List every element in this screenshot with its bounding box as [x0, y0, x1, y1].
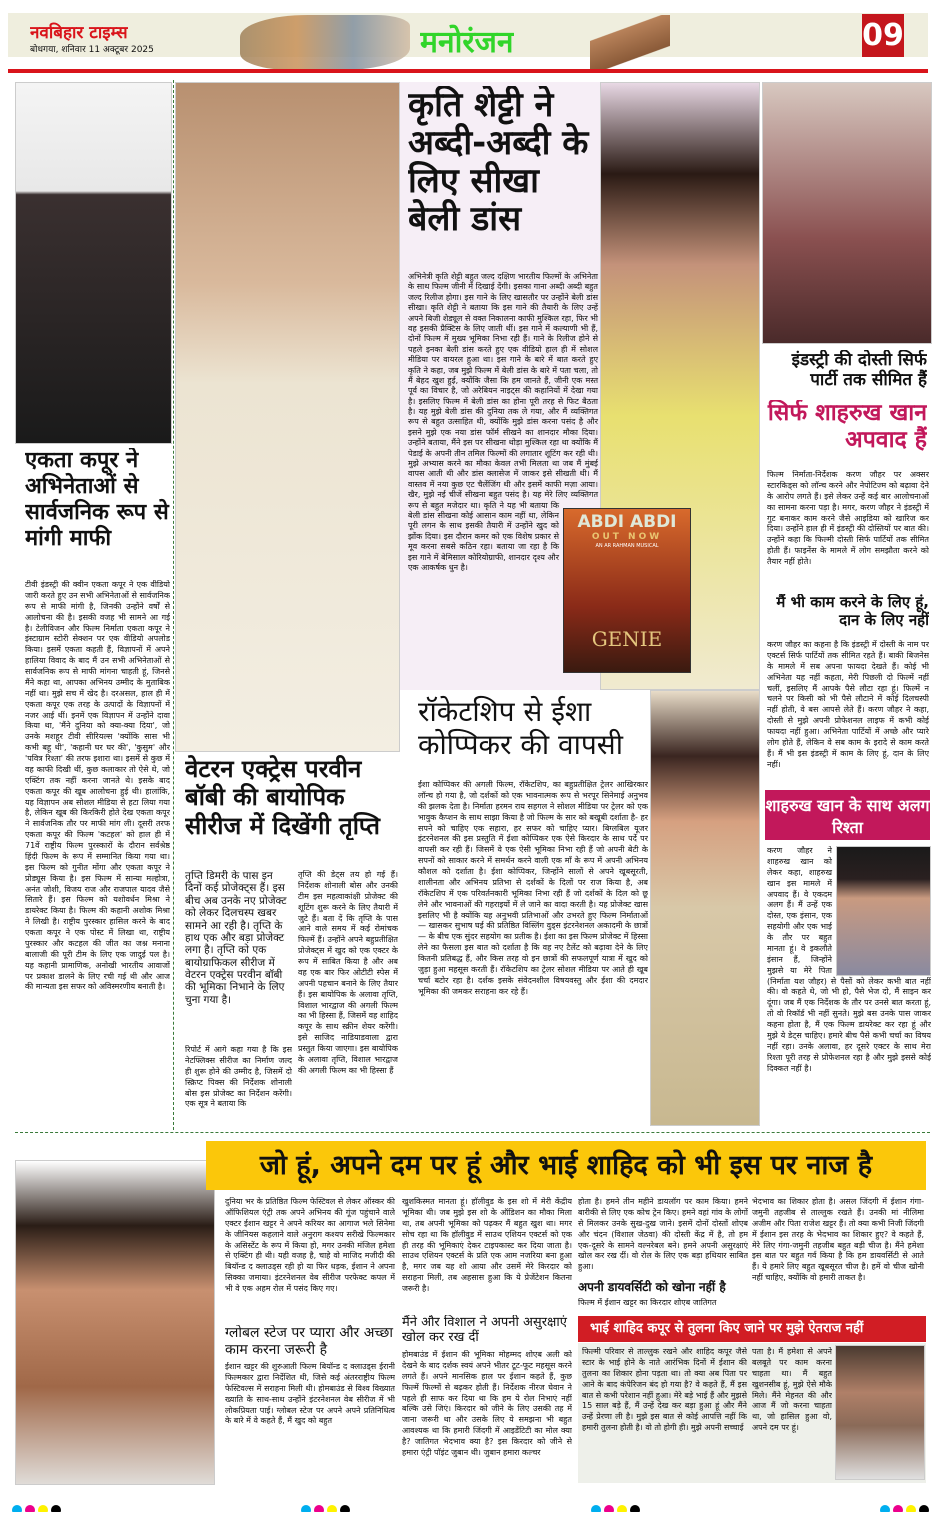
isha-headline: रॉकेटशिप से ईशा कोप्पिकर की वापसी — [418, 695, 623, 762]
masthead-logo: नवबिहार टाइम्स — [30, 23, 128, 43]
tripti-dimri-photo — [175, 82, 400, 752]
karan-headline-highlight: सिर्फ शाहरुख खान अपवाद हैं — [767, 400, 927, 454]
isha-body: ईशा कोप्पिकर की अगली फिल्म, रॉकेटशिप, का बहुप्रतीक्षित ट्रेलर आखिरकार लॉन्च हो गया है, जो दर्शकों को एक भावनात्मक रूप से भरपूर सिनेमाई अनुभव की झलक देता है। निर्माता हरमन राय सहगल ने सोशल मीडिया पर ट्रेलर को एक भावुक कैप्शन के साथ साझा किया है जो फिल्म के सार को बखूबी दर्शाता है- हर सपने को चाहिए एक सहारा, हर सफर को चाहिए प्यार। बिग्लबिल यूजर इंटरनेशनल की इस प्रस्तुति में ईशा कोप्पिकर एक ऐसे किरदार के साथ पर्दे पर वापसी कर रही हैं। जिसमें वे एक ऐसी भूमिका निभा रही हैं जो अपनी बेटी के सपनों को साकार करने में समर्थन करने वाली एक माँ के रूप में अपनी अभिनय कौशल को दर्शाता है। ईशा कोप्पिकर, जिन्होंने सालों से अपने खूबसूरती, शालीनता और अभिनय प्रतिभा से दर्शकों के दिलों पर राज किया है, अब रॉकेटशिप में एक परिवर्तनकारी भूमिका निभा रही हैं जो दर्शकों के दिल को छू लेने और भावनाओं की गहराइयों में ले जाने का वादा करती है। यह प्रोजेक्ट खास इसलिए भी है क्योंकि यह अनुभवी प्रतिभाओं और उभरते हुए फिल्म निर्माताओं — खासकर सुभाष घई की प्रतिष्ठित विस्लिंग वुड्स इंटरनेशनल अकादमी के छात्रों — के बीच एक सुंदर सहयोग का प्रतीक है। ईशा का इस फिल्म प्रोजेक्ट में हिस्सा लेने का फैसला इस बात को दर्शाता है कि वह नए टैलेंट को बढ़ावा देने के लिए कितनी प्रतिबद्ध हैं, और किस तरह वो इन छात्रों की सफलपूर्ण यात्रा में खुद को जुड़ा हुआ महसूस करती हैं। रॉकेटशिप का ट्रेलर सोशल मीडिया पर आते ही खूब चर्चा बटोर रहा है। दर्शक इसके संवेदनशील विषयवस्तु और ईशा की दमदार भूमिका की जमकर सराहना कर रहे हैं। — [418, 780, 648, 996]
section-collage-image — [240, 15, 410, 70]
ishaan-headline: जो हूं, अपने दम पर हूं और भाई शाहिद को भी इस पर नाज है — [259, 1150, 873, 1181]
shahid-comparison-title: भाई शाहिद कपूर से तुलना किए जाने पर मुझे ऐतराज नहीं — [590, 1321, 864, 1336]
kriti-headline: कृति शेट्टी ने अब्दी-अब्दी के लिए सीखा बेली डांस — [408, 86, 589, 239]
shahid-comparison-bar — [578, 1316, 926, 1342]
ishaan-col-5: फिल्मी परिवार से ताल्लुक रखने और शाहिद कपूर जैसे स्टार के भाई होने के नाते आरंभिक दिनों में ईशान की तुलना का शिकार होना पड़ता था। तो क्या अब पिता पर आने के बाद कंपेरिजन बंद हो गया है? वे कहते हैं, मैं इस बात से कभी परेशान नहीं हुआ। मेरे बड़े भाई हैं और मुझसे 15 साल बड़े हैं, मैं उन्हें देख कर बड़ा हुआ हूं और मैंने उन्हें प्रेरणा ली है। मुझे इस बात से कोई आपत्ति नहीं कि हमारी तुलना होती है। वो तो होगी ही। मुझे अपनी सच्चाई — [582, 1347, 747, 1433]
column-divider — [173, 80, 174, 1130]
isha-koppikar-photo — [650, 690, 760, 1126]
shahid-kapoor-photo — [835, 1345, 925, 1480]
ishaan-subhead-3: अपनी डायवर्सिटी को खोना नहीं है — [578, 1280, 726, 1294]
ishaan-banner — [206, 1141, 926, 1190]
ekta-body: टीवी इंडस्ट्री की क्वीन एकता कपूर ने एक वीडियो जारी करते हुए उन सभी अभिनेताओं से सार्वजनिक रूप से माफी मांगी है, जिनकी उन्होंने वर्षों से आलोचना की है। इसकी वजह भी सामने आ गई है। टेलीविजन और फिल्म निर्माता एकता कपूर ने इंस्टाग्राम स्टोरी सेक्शन पर एक वीडियो अपलोड किया। इसमें एकता कहती हैं, विज्ञापनों में अपने हालिया विवाद के बाद मैं उन सभी अभिनेताओं से सार्वजनिक रूप से माफी मांगना चाहती हूं, जिनसे मैंने कहा था, आपका अभिनय उम्मीद के मुताबिक नहीं था। मुझे सच में खेद है। दरअसल, हाल ही में एकता कपूर एक तरह के उत्पादों के विज्ञापनों में नजर आई थीं। इनमें एक विज्ञापन में उन्होंने दावा किया था, 'मैंने दुनिया को क्या-क्या दिया', जो उनके मशहूर टीवी सीरियल्स 'क्योंकि सास भी कभी बहू थी', 'कहानी घर घर की', 'कुसुम' और 'पवित्र रिश्ता' की तरफ इशारा था। इसमें से कुछ में वह काफी दिखी थीं, कुछ कलाकार तो ऐसे थे, जो एक्टिंग तक नहीं करना जानते थे। इसके बाद एकता कपूर की खूब आलोचना हुई थी। हालांकि, यह विज्ञापन अब सोशल मीडिया से हटा लिया गया है, लेकिन खूब की किरकिरी होते देख एकता कपूर ने सार्वजनिक तौर पर माफी मांग ली। दूसरी तरफ एकता कपूर की फिल्म 'कटहल' को हाल ही में 71वें राष्ट्रीय फिल्म पुरस्कारों के दौरान सर्वश्रेष्ठ हिंदी फिल्म के रूप में सम्मानित किया गया था। इस फिल्म को गुनीत मोंगा और एकता कपूर ने प्रोड्यूस किया है। इस फिल्म में सान्या मल्होत्रा, अनंत जोशी, विजय राज और राजपाल यादव जैसे सितारे हैं। इस फिल्म को यशोवर्धन मिश्रा ने डायरेक्ट किया है। फिल्म की कहानी अशोक मिश्रा ने लिखी है। राष्ट्रीय पुरस्कार हासिल करने के बाद एकता कपूर ने एक पोस्ट में लिखा था, राष्ट्रीय पुरस्कार और कटहल की जीत का जश्न मनाना बालाजी की पूरी टीम के लिए एक जादुई पल है। यह कहानी प्रामाणिक, अनोखी भारतीय आवाजों पर प्रकाश डालने के लिए रची गई थी और आज की मान्यता इस सफर को अविस्मरणीय बनाती है। — [25, 580, 170, 992]
poster-subtitle: OUT NOW — [591, 532, 663, 543]
tripti-lead: तृप्ति डिमरी के पास इन दिनों कई प्रोजेक्ट्स हैं। इस बीच अब उनके नए प्रोजेक्ट को लेकर दिलचस्प खबर सामने आ रही है। तृप्ति के हाथ एक और बड़ा प्रोजेक्ट लगा है। तृप्ति को एक बायोग्राफिकल सीरीज में वेटरन एक्ट्रेस परवीन बॉबी की भूमिका निभाने के लिए चुना गया है। — [185, 870, 287, 1006]
kriti-body-wrap — [408, 272, 677, 687]
karan-headline: इंडस्ट्री की दोस्ती सिर्फ पार्टी तक सीमित हैं — [791, 350, 927, 391]
karan-body-1: फिल्म निर्माता-निर्देशक करण जौहर पर अक्सर स्टारकिड्स को लॉन्च करने और नेपोटिज्म को बढ़ावा देने के आरोप लगते हैं। इसे लेकर उन्हें कई बार आलोचनाओं का सामना करना पड़ा है। मगर, करण जौहर ने इंडस्ट्री में गुट बनाकर काम करने जैसे आइडिया को खारिज कर दिया। उन्होंने हाल ही में इंडस्ट्री की दोस्तियों पर बात की। उन्होंने कहा कि फिल्मी दोस्ती सिर्फ पार्टियों तक सीमित होती हैं। फाइनेंस के मामले में लोग समझौता करने को तैयार नहीं होते। — [767, 470, 929, 566]
tripti-body-2: तृप्ति की डेट्स तय हो गई हैं। निर्देशक शोनाली बोस और उनकी टीम इस महत्वाकांक्षी प्रोजेक्ट की शूटिंग शुरू करने के लिए तैयारी में जुटे हैं। बता दें कि तृप्ति के पास आने वाले समय में कई रोमांचक फिल्में हैं। उन्होंने अपने बहुप्रतीक्षित प्रोजेक्ट्स में खुद को एक एक्टर के रूप में साबित किया है और अब वह एक बार फिर ओटीटी स्पेस में अपनी पहचान बनाने के लिए तैयार हैं। इस बायोपिक के अलावा तृप्ति, विशाल भारद्वाज की अगली फिल्म का भी हिस्सा हैं, जिसमें वह शाहिद कपूर के साथ स्क्रीन शेयर करेंगी। इसे साजिद नाडियाडवाला द्वारा प्रस्तुत किया जाएगा। इस बायोपिक के अलावा तृप्ति, विशाल भारद्वाज की अगली फिल्म का भी हिस्सा हैं — [298, 870, 398, 1075]
tripti-body-1: रिपोर्ट में आगे कहा गया है कि इस नेटफ्लिक्स सीरीज का निर्माण जल्द ही शुरू होने की उम्मीद है, जिसमें दो स्क्रिप्ट पिक्स की निर्देशक शोनाली बोस इस प्रोजेक्ट का निर्देशन करेंगी। एक सूत्र ने बताया कि — [185, 1045, 292, 1109]
karan-body-2: करण जौहर का कहना है कि इंडस्ट्री में दोस्ती के नाम पर एक्टर्स सिर्फ पार्टियों तक सीमित रहते हैं। बाकी बिजनेस के मामले में सब अपना फायदा देखते हैं। कोई भी अभिनेता यह नहीं कहता, मेरी पिछली दो फिल्में नहीं चलीं, इसलिए मैं आपके पैसे लौटा रहा हूं। फिल्में न चलने पर किसी को भी पैसे लौटाने में कोई दिलचस्पी नहीं होती, वे बस आपसे लेते हैं। करण जौहर ने कहा, दोस्ती से मुझे अपनी प्रोफेशनल लाइफ में कभी कोई फायदा नहीं हुआ। अभिनेता पार्टियों में अच्छे और प्यारे लोग होते हैं, लेकिन वे सब काम के इरादे से काम करते हैं। मैं भी इस इंडस्ट्री में काम के लिए हूं, दान के लिए नहीं। — [767, 640, 929, 769]
poster-title: ABDI ABDI — [577, 512, 677, 532]
poster-film-title: GENIE — [591, 627, 663, 652]
ishaan-col-1b: ईशान खट्टर की शुरुआती फिल्म बियॉन्ड द क्लाउड्स ईरानी फिल्मकार द्वारा निर्देशित थी, जिसे कई अंतरराष्ट्रीय फिल्म फेस्टिवल्स में सराहना मिली थी। होमबाउंड से विश्व विख्यात ख्याति के साथ-साथ उन्होंने इंटरनेशनल वेब सीरीज में भी लोकप्रियता पाई। ग्लोबल स्टेज पर अपने अपने प्रतिनिधित्व के बारे में वे कहते हैं, मैं खुद को बहुत — [225, 1362, 395, 1426]
karan-body-3: करण जौहर ने शाहरुख खान को लेकर कहा, शाहरुख खान इस मामले में अपवाद हैं। वे एकदम अलग हैं। मैं उन्हें एक दोस्त, एक इंसान, एक सहयोगी और एक भाई के तौर पर बहुत मानता हूं। वे इकलौते इंसान हैं, जिन्होंने मुझसे या मेरे पिता (निर्माता यश जौहर) से पैसों को लेकर कभी बात नहीं की। वो कहते थे, जो भी हो, पैसे भेज दो, मैं साइन कर दूंगा। जब मैं एक निर्देशक के तौर पर उनसे बात करता हूं, तो वो रिकॉर्ड भी नहीं सुनते। मुझे बस उनके पास जाकर कहना होता है, मैं एक फिल्म डायरेक्ट कर रहा हूं और मुझे ये डेट्स चाहिए। हमारे बीच पैसे कभी चर्चा का विषय नहीं रहा। उनके अलावा, हर दूसरे एक्टर के साथ मेरा रिश्ता पूरी तरह से प्रोफेशनल रहा है और मुझे इससे कोई दिक्कत नहीं है। — [767, 846, 931, 1073]
ishaan-subhead-2: मैंने और विशाल ने अपनी असुरक्षाएं खोल कर रख दीं — [402, 1315, 567, 1346]
print-color-marks — [12, 1500, 932, 1512]
section-divider — [15, 1132, 930, 1133]
ishaan-col-3b: फिल्म में ईशान खट्टर का किरदार शोएब जातिगत — [578, 1298, 717, 1307]
abdi-abdi-poster — [563, 508, 691, 673]
karan-subhead: मैं भी काम करने के लिए हूं, दान के लिए नहीं — [776, 594, 929, 629]
header-rule — [8, 69, 928, 73]
dateline: बोधगया, शनिवार 11 अक्टूबर 2025 — [30, 45, 154, 55]
ishaan-subhead-1: ग्लोबल स्टेज पर प्यारा और अच्छा काम करना जरूरी है — [225, 1325, 394, 1358]
ishaan-col-2b: होमबाउंड में ईशान की भूमिका मोहम्मद शोएब अली को देखने के बाद दर्शक स्वयं अपने भीतर टूट-फूट महसूस करने लगते हैं। अपने मानसिक हाल पर ईशान कहते हैं, कुछ फिल्में फिल्मों से बढ़कर होती हैं। निर्देशक नीरज घेवान ने पहले ही साफ कर दिया था कि हम ये रोल निभाएं नहीं बल्कि उसे जिएं। किरदार को जीने के लिए उसकी तह में जाना जरूरी था और उसके लिए ये समझना भी बहुत आवश्यक था कि हमारी जिंदगी में आइडेंटिटी का मोल क्या है? जातिगत भेदभाव क्या है? इस किरदार को जीने से हमारा एंट्री पॉइंट जुबान थी। जुबान हमारा कल्चर — [402, 1350, 572, 1457]
shahrukh-khan-photo — [836, 846, 931, 976]
ishaan-col-2: खुशकिस्मत मानता हूं। हॉलीवुड के इस शो में मेरी केंद्रीय भूमिका थी। जब मुझे इस शो के ऑडिशन का मौका मिला था, तब अपनी भूमिका को पढ़कर मैं बहुत खुश था। मगर सोच रहा था कि हॉलीवुड में साउथ एशियन एक्टर्स को एक ही तरह की भूमिकाएं देकर टाइपकास्ट कर दिया जाता है। साउथ एशियन एक्टर्स के प्रति एक आम नजरिया बना हुआ है, मगर जब यह शो आया और उसमें मेरे किरदार को सराहना मिली, तब अहसास हुआ कि ये प्रेजेंटेशन कितना जरूरी है। — [402, 1197, 572, 1293]
statue-image — [590, 15, 670, 71]
page-number: 09 — [862, 14, 904, 57]
karan-johar-photo — [762, 82, 932, 344]
ishaan-col-3: होता है। हमने तीन महीने डायलॉग पर काम किया। हमने बारीकी से लिए एक कोच ट्रेन किए। हमने वहां गांव के लोगों से मिलकर उनके सुख-दुख जाने। इसमें दोनों दोस्तों शोएब और चंदन (विशाल जेठवा) की दोस्ती केंद्र में है, तो हम एक-दूसरे के सामने वल्नरेबल बने। हमने अपनी असुरक्षाएं खोल कर रख दीं। वो रोल के लिए एक बड़ा हथियार साबित हुआ। — [578, 1197, 748, 1272]
ishaan-col-1: दुनिया भर के प्रतिष्ठित फिल्म फेस्टिवल से लेकर ऑस्कर की ऑफिशियल एंट्री तक अपने अभिनय की गूंज पहुंचाने वाले एक्टर ईशान खट्टर ने अपने करियर का आगाज भले सिनेमा के जीनियस कहलाने वाले अनुराग कश्यप सरीखे फिल्मकार के असिस्टेंट के रूप में किया हो, मगर उनकी मंजिल हमेशा से एक्टिंग ही थी। यही वजह है, चाहे वो माजिद मजीदी की बियॉन्ड द क्लाउड्स रही हो या फिर धड़क, ईशान ने अपना सिक्का जमाया। इंटरनेशनल वेब सीरीज परफेक्ट कपल में भी वे एक अहम रोल में पसंद किए गए। — [225, 1197, 395, 1293]
tripti-headline: वेटरन एक्ट्रेस परवीन बॉबी की बायोपिक सीरीज में दिखेंगी तृप्ति — [185, 755, 380, 840]
section-title: मनोरंजन — [420, 25, 514, 60]
kriti-body: अभिनेत्री कृति शेट्टी बहुत जल्द दक्षिण भारतीय फिल्मों के अभिनेता के साथ फिल्म जीनी में दिखाई देंगी। इसका गाना अब्दी अब्दी बहुत जल्द रिलीज होगा। इस गाने के लिए खासतौर पर उन्होंने बेली डांस सीखा। कृति शेट्टी ने बताया कि इस गाने की तैयारी के लिए उन्हें अपने बिजी शेड्यूल से वक्त निकालना काफी मुश्किल रहा, फिर भी वह इसकी प्रैक्टिस के लिए जाती थीं। इस गाने में कल्याणी भी हैं, दोनों फिल्म में मुख्य भूमिका निभा रही हैं। गाने के रिलीज होने से पहले इनका बेली डांस करते हुए एक वीडियो हाल ही में सोशल मीडिया पर वायरल हुआ था। इस गाने के बारे में बात करते हुए कृति ने कहा, जब मुझे फिल्म में बेली डांस के बारे में पता चला, तो मैं बेहद खुश हुई, क्योंकि जैसा कि हम जानते हैं, जीनी एक मस्त पूर्व का विचार है, जो अरेबियन नाइट्स की कहानियों में देखा गया है। इसलिए फिल्म में बेली डांस का होना पूरी तरह से फिट बैठता है। यह मुझे बेली डांस की दुनिया तक ले गया, और मैं व्यक्तिगत रूप से बहुत उत्साहित थी, क्योंकि मुझे डांस करना पसंद है और इसने मुझे एक नया डांस फॉर्म सीखने का शानदार मौका दिया। उन्होंने बताया, मैंने इस पर सीखना थोड़ा मुश्किल रहा था क्योंकि मैं पेडाई के अपनी तीन तमिल फिल्मों की लगातार शूटिंग कर रही थी। मुझे अभ्यास करने का मौका केवल तभी मिलता था जब मैं मुंबई वापस आती थी और डांस क्लासेज में जाकर इसे सीखती थी। मैं वास्तव में नया कुछ एट चैलेंजिंग थी और इसमें काफी मज़ा आया। खैर, मुझे नई चीजें सीखना बहुत पसंद है। यह मेरे लिए व्यक्तिगत रूप से बहुत मजेदार था। कृति ने यह भी बताया कि बेली डांस सीखना कोई आसान काम नहीं था, लेकिन पूरी लगन के साथ इसकी तैयारी में उन्होंने खुद को झोंक दिया। इस दौरान कमर को एक विशेष प्रकार से मूव करना सबसे कठिन रहा। बताया जा रहा है कि इस गाने में बेमिसाल कोरियोग्राफी, शानदार दृश्य और एक आकर्षक धुन है। — [408, 272, 598, 572]
ishaan-col-4: भेदभाव का शिकार होता है। असल जिंदगी में ईशान गंगा-जमुनी तहजीब से ताल्लुक रखते हैं। उनकी मां नीलिमा अजीम और पिता राजेश खट्टर हैं। तो क्या कभी निजी जिंदगी में ईशान इस तरह के भेदभाव का शिकार हुए? वे कहते हैं, मेरे लिए गंगा-जमुनी तहजीब बहुत बड़ी चीज है। मैंने हमेशा इस बात पर बहुत गर्व किया है कि हम डायवर्सिटी से आते हैं। ये हमारे लिए बहुत खूबसूरत चीज है। हमें वो चीज खोनी नहीं चाहिए, क्योंकि वो हमारी ताकत है। — [752, 1197, 924, 1283]
ishaan-khatter-photo — [15, 1160, 215, 1485]
poster-credit: AN AR RAHMAN MUSICAL — [595, 543, 659, 550]
karan-body-3-wrap — [767, 846, 931, 1126]
shahrukh-box-title: शाहरुख खान के साथ अलग रिश्ता — [765, 790, 930, 840]
ishaan-col-6: पता है। मैं हमेशा से अपने बलबूते पर काम करना चाहता था। मैं बहुत खुशनसीब हूं, मुझे ऐसे मौके मिले। मैंने मेहनत की और आज मैं जो करना चाहता था, जो हासिल हुआ वो, अपने दम पर हूं। — [752, 1347, 832, 1433]
ekta-kapoor-photo — [15, 82, 172, 444]
ekta-headline: एकता कपूर ने अभिनेताओं से सार्वजनिक रूप से मांगी माफी — [25, 448, 169, 551]
